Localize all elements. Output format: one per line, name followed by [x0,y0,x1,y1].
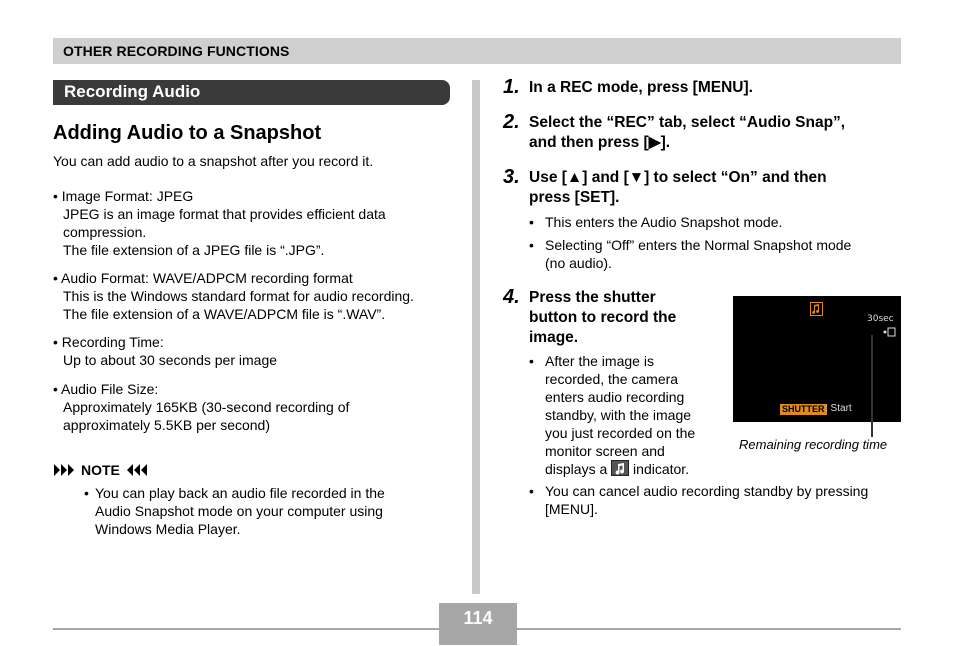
start-label: : Start [825,403,852,414]
final-bullet: • You can cancel audio recording standby by pressing [MENU]. [529,483,869,517]
list-item-audio-format [53,269,414,323]
audio-snap-indicator-icon [810,302,823,316]
voice-record-icon [883,327,897,337]
step-4 [529,288,676,348]
step-line: and then press [▶]. [529,134,671,151]
remaining-time: 30sec [867,314,894,324]
bullet-line: (no audio). [545,255,612,271]
step-3 [529,168,827,208]
bullet-text: indicator. [633,461,690,477]
list-item-image-format [53,187,386,259]
bullet-line: This enters the Audio Snapshot mode. [545,214,783,230]
step-line: Select the “REC” tab, select “Audio Snap”, [529,114,846,131]
step-number: 4. [503,286,520,308]
camera-screen [733,296,901,422]
step-number: 1. [503,76,520,98]
bullet-line: enters audio recording [545,389,685,405]
page-number: 114 [463,608,493,628]
bullet-line: Selecting “Off” enters the Normal Snapshot mode [545,237,852,253]
intro-text: You can add audio to a snapshot after you record it. [53,153,374,169]
note-line: Audio Snapshot mode on your computer using [95,503,383,519]
item-line: The file extension of a JPEG file is “.JPG”. [63,242,325,258]
step-4-bullet: • After the image is recorded, the camera enters audio recording standby, with the image you just recorded on the monitor screen and displays a indicator. [529,353,696,477]
chapter-title: OTHER RECORDING FUNCTIONS [63,43,290,59]
item-title: • Recording Time: [53,334,164,350]
column-divider [472,80,480,594]
list-item-recording-time [53,333,277,369]
bullet-line: you just recorded on the [545,425,696,441]
bullet-text: displays a [545,461,608,477]
note-line: You can play back an audio file recorded in the [95,485,385,501]
item-line: compression. [63,224,147,240]
callout-line [871,335,873,437]
note-right-icon [126,463,148,477]
note-left-icon [53,463,75,477]
bullet-line: recorded, the camera [545,371,679,387]
item-title: • Audio Format: WAVE/ADPCM recording format [53,270,353,286]
note-label: NOTE [81,462,120,478]
bullet-line: After the image is [545,353,654,369]
bullet-line: standby, with the image [545,407,692,423]
audio-snapshot-icon [611,460,629,476]
note-bullet: • You can play back an audio file recorded in the Audio Snapshot mode on your computer using Windows Media Player. [84,485,385,537]
item-title: • Audio File Size: [53,381,159,397]
step-1 [529,78,753,98]
step-line: image. [529,329,579,346]
step-line: press [SET]. [529,189,620,206]
step-3-bullet: • This enters the Audio Snapshot mode. [529,214,783,230]
shutter-label: SHUTTER [782,404,825,414]
step-3-bullet: • Selecting “Off” enters the Normal Snapshot mode (no audio). [529,237,852,271]
note-header [53,462,148,478]
step-number: 2. [503,111,520,133]
item-line: Approximately 165KB (30-second recording of [63,399,350,415]
step-line: Use [▲] and [▼] to select “On” and then [529,169,827,186]
bullet-line: monitor screen and [545,443,665,459]
step-line: In a REC mode, press [MENU]. [529,79,753,96]
item-line: approximately 5.5KB per second) [63,417,270,433]
item-line: This is the Windows standard format for audio recording. [63,288,414,304]
section-title: Recording Audio [64,82,201,101]
item-title: • Image Format: JPEG [53,188,194,204]
item-line: Up to about 30 seconds per image [63,352,278,368]
figure-caption: Remaining recording time [739,437,888,452]
page-heading: Adding Audio to a Snapshot [53,122,322,144]
item-line: The file extension of a WAVE/ADPCM file is “.WAV”. [63,306,386,322]
step-line: button to record the [529,309,677,326]
bullet-line: You can cancel audio recording standby by pressing [545,483,869,499]
step-2 [529,113,845,153]
step-line: Press the shutter [529,289,656,306]
bullet-line [545,460,695,478]
note-line: Windows Media Player. [95,521,241,537]
list-item-file-size [53,380,349,434]
step-number: 3. [503,166,520,188]
item-line: JPEG is an image format that provides efficient data [63,206,386,222]
bullet-line: [MENU]. [545,501,598,517]
